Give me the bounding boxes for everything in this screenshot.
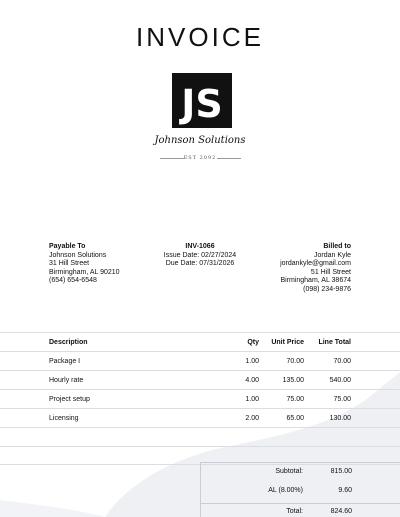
billed-email[interactable]: jordankyle@gmail.com — [280, 260, 351, 268]
item-qty: 1.00 — [245, 358, 259, 365]
established-text: EST 2092 — [183, 155, 217, 161]
header-unit-price: Unit Price — [271, 339, 304, 346]
header-qty: Qty — [247, 339, 259, 346]
tax-label: AL (8.00%) — [268, 487, 303, 494]
table-row — [0, 408, 400, 427]
payable-city: Birmingham, AL 90210 — [49, 268, 120, 276]
item-qty: 4.00 — [245, 377, 259, 384]
svg-text:JS: JS — [181, 82, 223, 126]
payable-heading: Payable To — [49, 243, 86, 250]
item-description: Hourly rate — [49, 377, 84, 384]
table-header-row — [0, 332, 400, 351]
total-value: 824.60 — [330, 508, 352, 515]
item-description: Package I — [49, 358, 81, 365]
billed-heading: Billed to — [323, 243, 351, 250]
item-unit-price: 70.00 — [286, 358, 304, 365]
payable-street: 31 Hill Street — [49, 260, 90, 268]
payable-to-block — [49, 243, 120, 286]
item-qty: 1.00 — [245, 396, 259, 403]
table-row — [0, 351, 400, 370]
billed-name: Jordan Kyle — [314, 251, 351, 259]
subtotal-value: 815.00 — [330, 468, 352, 475]
billed-street: 51 Hill Street — [310, 268, 351, 276]
due-date-value: 07/31/2026 — [199, 260, 235, 268]
company-script-name: Johnson Solutions — [154, 135, 246, 146]
header-description: Description — [49, 339, 88, 346]
item-line-total: 130.00 — [329, 415, 351, 422]
item-unit-price: 65.00 — [286, 415, 304, 422]
item-line-total: 540.00 — [329, 377, 351, 384]
payable-phone: (654) 654-6548 — [49, 277, 97, 285]
item-line-total: 70.00 — [333, 358, 351, 365]
item-qty: 2.00 — [245, 415, 259, 422]
item-description: Licensing — [49, 415, 79, 422]
invoice-number: INV-1066 — [185, 243, 215, 250]
subtotal-label: Subtotal: — [275, 468, 303, 475]
issue-date-label: Issue Date: — [163, 251, 200, 259]
billed-city: Birmingham, AL 38674 — [280, 277, 351, 285]
company-logo — [172, 73, 232, 128]
payable-name: Johnson Solutions — [49, 251, 107, 259]
page-title: INVOICE — [136, 22, 264, 52]
billed-to-block — [280, 243, 351, 295]
issue-date-value: 02/27/2024 — [201, 251, 237, 259]
divider — [217, 158, 241, 159]
tax-value: 9.60 — [338, 487, 352, 494]
line-items-table — [0, 332, 400, 465]
header-line-total: Line Total — [318, 339, 351, 346]
table-row — [0, 370, 400, 389]
due-date-row — [160, 260, 240, 269]
item-description: Project setup — [49, 396, 90, 403]
totals-block — [200, 462, 400, 517]
item-unit-price: 135.00 — [282, 377, 304, 384]
billed-phone: (098) 234-9876 — [303, 285, 351, 293]
table-row — [0, 389, 400, 408]
total-label: Total: — [286, 508, 303, 515]
totals-divider — [201, 503, 400, 504]
invoice-meta-block — [160, 243, 240, 269]
empty-row — [0, 427, 400, 446]
item-unit-price: 75.00 — [286, 396, 304, 403]
issue-date-row — [160, 252, 240, 261]
due-date-label: Due Date: — [165, 260, 198, 268]
item-line-total: 75.00 — [333, 396, 351, 403]
